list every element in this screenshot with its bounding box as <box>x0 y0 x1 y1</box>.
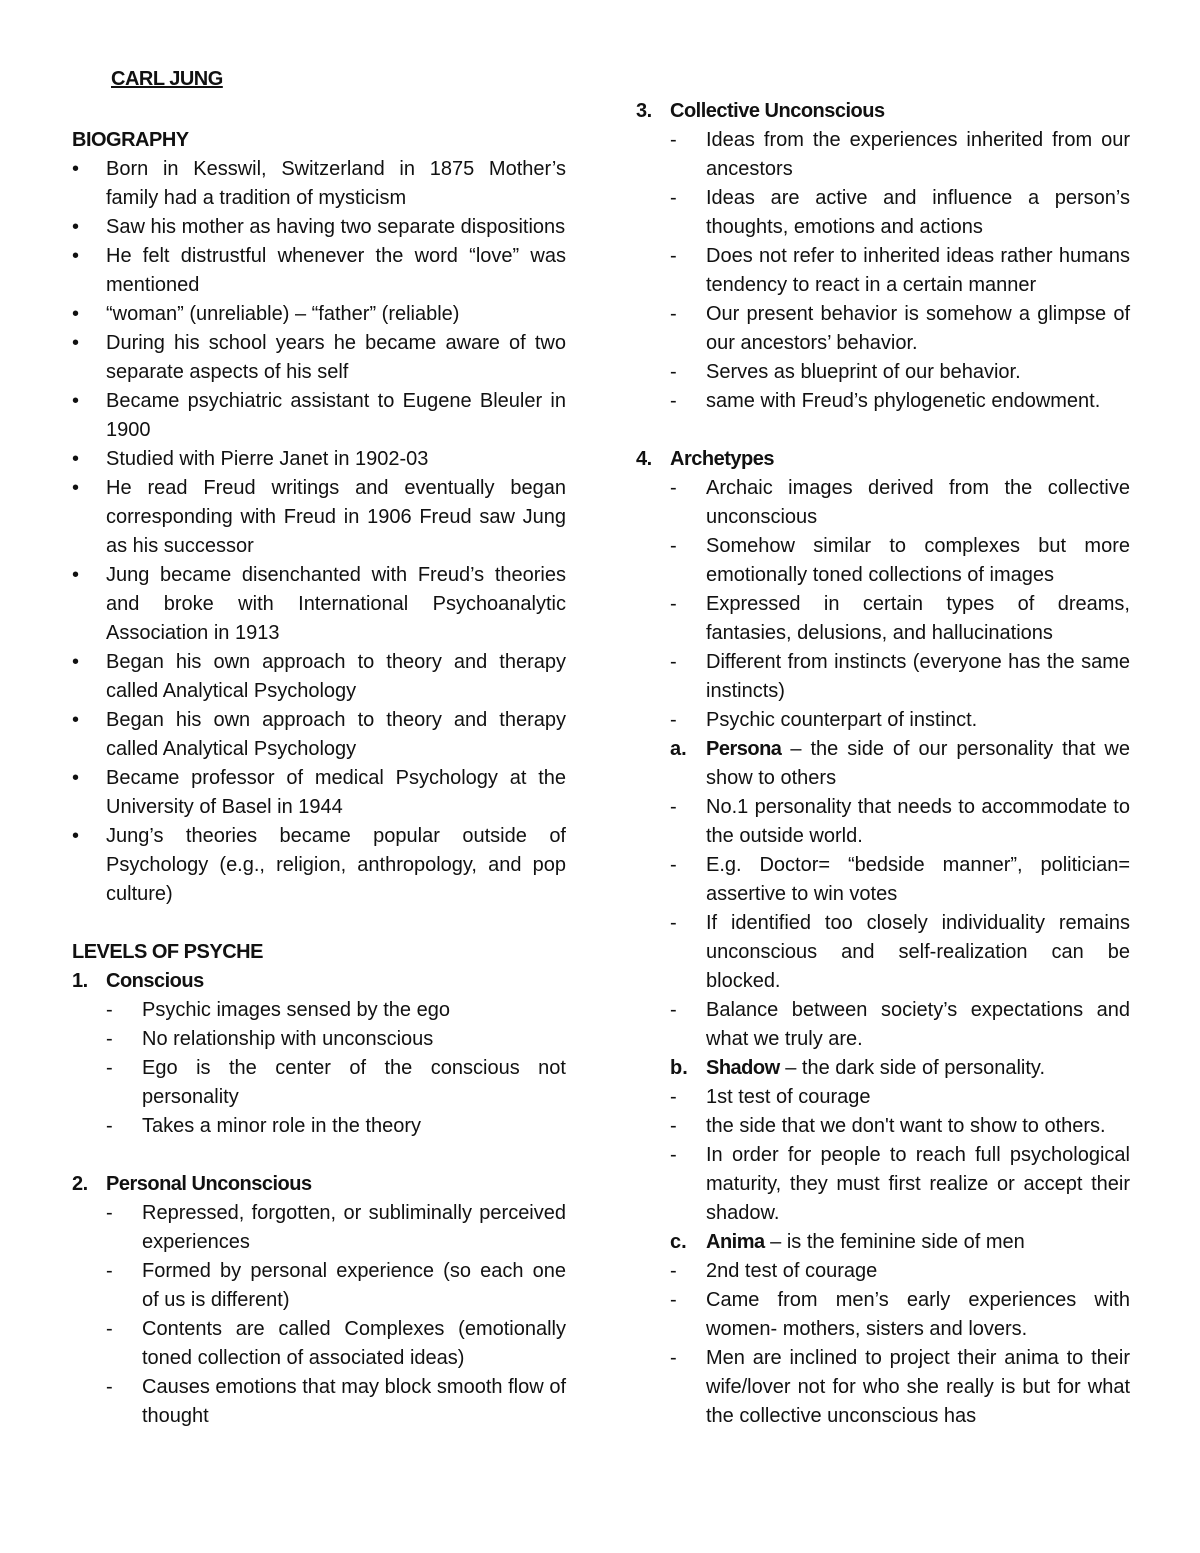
anima-letter: c. <box>670 1231 687 1253</box>
list-item: - No relationship with unconscious <box>106 1025 566 1054</box>
left-column <box>72 126 566 1431</box>
list-item: - Formed by personal experience (so each one of us is different) <box>106 1257 566 1315</box>
shadow-heading <box>636 1054 1130 1083</box>
list-item: - Ego is the center of the conscious not personality <box>106 1054 566 1112</box>
anima-list <box>636 1257 1130 1431</box>
list-item: - the side that we don't want to show to others. <box>670 1112 1130 1141</box>
shadow-letter: b. <box>670 1057 688 1079</box>
biography-list <box>72 155 566 909</box>
list-item: - Ideas from the experiences inherited from our ancestors <box>670 126 1130 184</box>
biography-item: • Began his own approach to theory and therapy called Analytical Psychology <box>72 706 566 764</box>
list-item: - Psychic counterpart of instinct. <box>670 706 1130 735</box>
document-title: CARL JUNG <box>111 68 223 90</box>
biography-item: • Studied with Pierre Janet in 1902-03 <box>72 445 566 474</box>
biography-item: • He read Freud writings and eventually began corresponding with Freud in 1906 Freud saw Jung as his successor <box>72 474 566 561</box>
biography-item: • Born in Kesswil, Switzerland in 1875 Mother’s family had a tradition of mysticism <box>72 155 566 213</box>
persona-desc: – the side of our personality that we show to others <box>706 738 1130 789</box>
archetypes-title: Archetypes <box>670 448 774 470</box>
archetypes-heading <box>636 445 1130 474</box>
list-item: - same with Freud’s phylogenetic endowment. <box>670 387 1130 416</box>
list-item: - Men are inclined to project their anima to their wife/lover not for who she really is but for what the collective unconscious has <box>670 1344 1130 1431</box>
shadow-term: Shadow <box>706 1057 780 1079</box>
list-item: - Ideas are active and influence a person’s thoughts, emotions and actions <box>670 184 1130 242</box>
list-item: - Our present behavior is somehow a glimpse of our ancestors’ behavior. <box>670 300 1130 358</box>
list-item: - No.1 personality that needs to accommodate to the outside world. <box>670 793 1130 851</box>
list-item: - Contents are called Complexes (emotionally toned collection of associated ideas) <box>106 1315 566 1373</box>
list-item: - 2nd test of courage <box>670 1257 1130 1286</box>
biography-item: • Jung’s theories became popular outside of Psychology (e.g., religion, anthropology, and pop culture) <box>72 822 566 909</box>
list-item: - Balance between society’s expectations and what we truly are. <box>670 996 1130 1054</box>
list-item: - Takes a minor role in the theory <box>106 1112 566 1141</box>
personal-title: Personal Unconscious <box>106 1173 312 1195</box>
conscious-list <box>72 996 566 1141</box>
list-item: - Somehow similar to complexes but more emotionally toned collections of images <box>670 532 1130 590</box>
right-column <box>636 97 1130 1431</box>
biography-item: • Began his own approach to theory and therapy called Analytical Psychology <box>72 648 566 706</box>
persona-heading <box>636 735 1130 793</box>
collective-title: Collective Unconscious <box>670 100 885 122</box>
persona-letter: a. <box>670 738 687 760</box>
collective-heading <box>636 97 1130 126</box>
collective-list <box>636 126 1130 416</box>
collective-number: 3. <box>636 100 652 122</box>
conscious-number: 1. <box>72 970 88 992</box>
biography-heading: BIOGRAPHY <box>72 129 189 151</box>
list-item: - Expressed in certain types of dreams, fantasies, delusions, and hallucinations <box>670 590 1130 648</box>
list-item: - Different from instincts (everyone has the same instincts) <box>670 648 1130 706</box>
biography-item: • He felt distrustful whenever the word “love” was mentioned <box>72 242 566 300</box>
biography-item: • During his school years he became aware of two separate aspects of his self <box>72 329 566 387</box>
anima-heading <box>636 1228 1130 1257</box>
biography-item: • Became psychiatric assistant to Eugene Bleuler in 1900 <box>72 387 566 445</box>
list-item: - 1st test of courage <box>670 1083 1130 1112</box>
shadow-list <box>636 1083 1130 1228</box>
personal-heading <box>72 1170 566 1199</box>
personal-number: 2. <box>72 1173 88 1195</box>
conscious-heading <box>72 967 566 996</box>
levels-heading: LEVELS OF PSYCHE <box>72 941 263 963</box>
anima-desc: – is the feminine side of men <box>764 1231 1025 1253</box>
shadow-desc: – the dark side of personality. <box>779 1057 1046 1079</box>
list-item: - E.g. Doctor= “bedside manner”, politician= assertive to win votes <box>670 851 1130 909</box>
list-item: - Came from men’s early experiences with women- mothers, sisters and lovers. <box>670 1286 1130 1344</box>
archetypes-list <box>636 474 1130 735</box>
persona-term: Persona <box>706 738 782 760</box>
list-item: - Serves as blueprint of our behavior. <box>670 358 1130 387</box>
conscious-title: Conscious <box>106 970 204 992</box>
archetypes-number: 4. <box>636 448 652 470</box>
list-item: - Repressed, forgotten, or subliminally perceived experiences <box>106 1199 566 1257</box>
persona-list <box>636 793 1130 1054</box>
anima-term: Anima <box>706 1231 765 1253</box>
biography-item: • “woman” (unreliable) – “father” (reliable) <box>72 300 566 329</box>
list-item: - Archaic images derived from the collective unconscious <box>670 474 1130 532</box>
list-item: - Does not refer to inherited ideas rather humans tendency to react in a certain manner <box>670 242 1130 300</box>
list-item: - In order for people to reach full psychological maturity, they must first realize or accept their shadow. <box>670 1141 1130 1228</box>
biography-item: • Became professor of medical Psychology at the University of Basel in 1944 <box>72 764 566 822</box>
biography-item: • Jung became disenchanted with Freud’s theories and broke with International Psychoanalytic Association in 1913 <box>72 561 566 648</box>
personal-list <box>72 1199 566 1431</box>
list-item: - If identified too closely individuality remains unconscious and self-realization can be blocked. <box>670 909 1130 996</box>
list-item: - Psychic images sensed by the ego <box>106 996 566 1025</box>
biography-item: • Saw his mother as having two separate dispositions <box>72 213 566 242</box>
list-item: - Causes emotions that may block smooth flow of thought <box>106 1373 566 1431</box>
